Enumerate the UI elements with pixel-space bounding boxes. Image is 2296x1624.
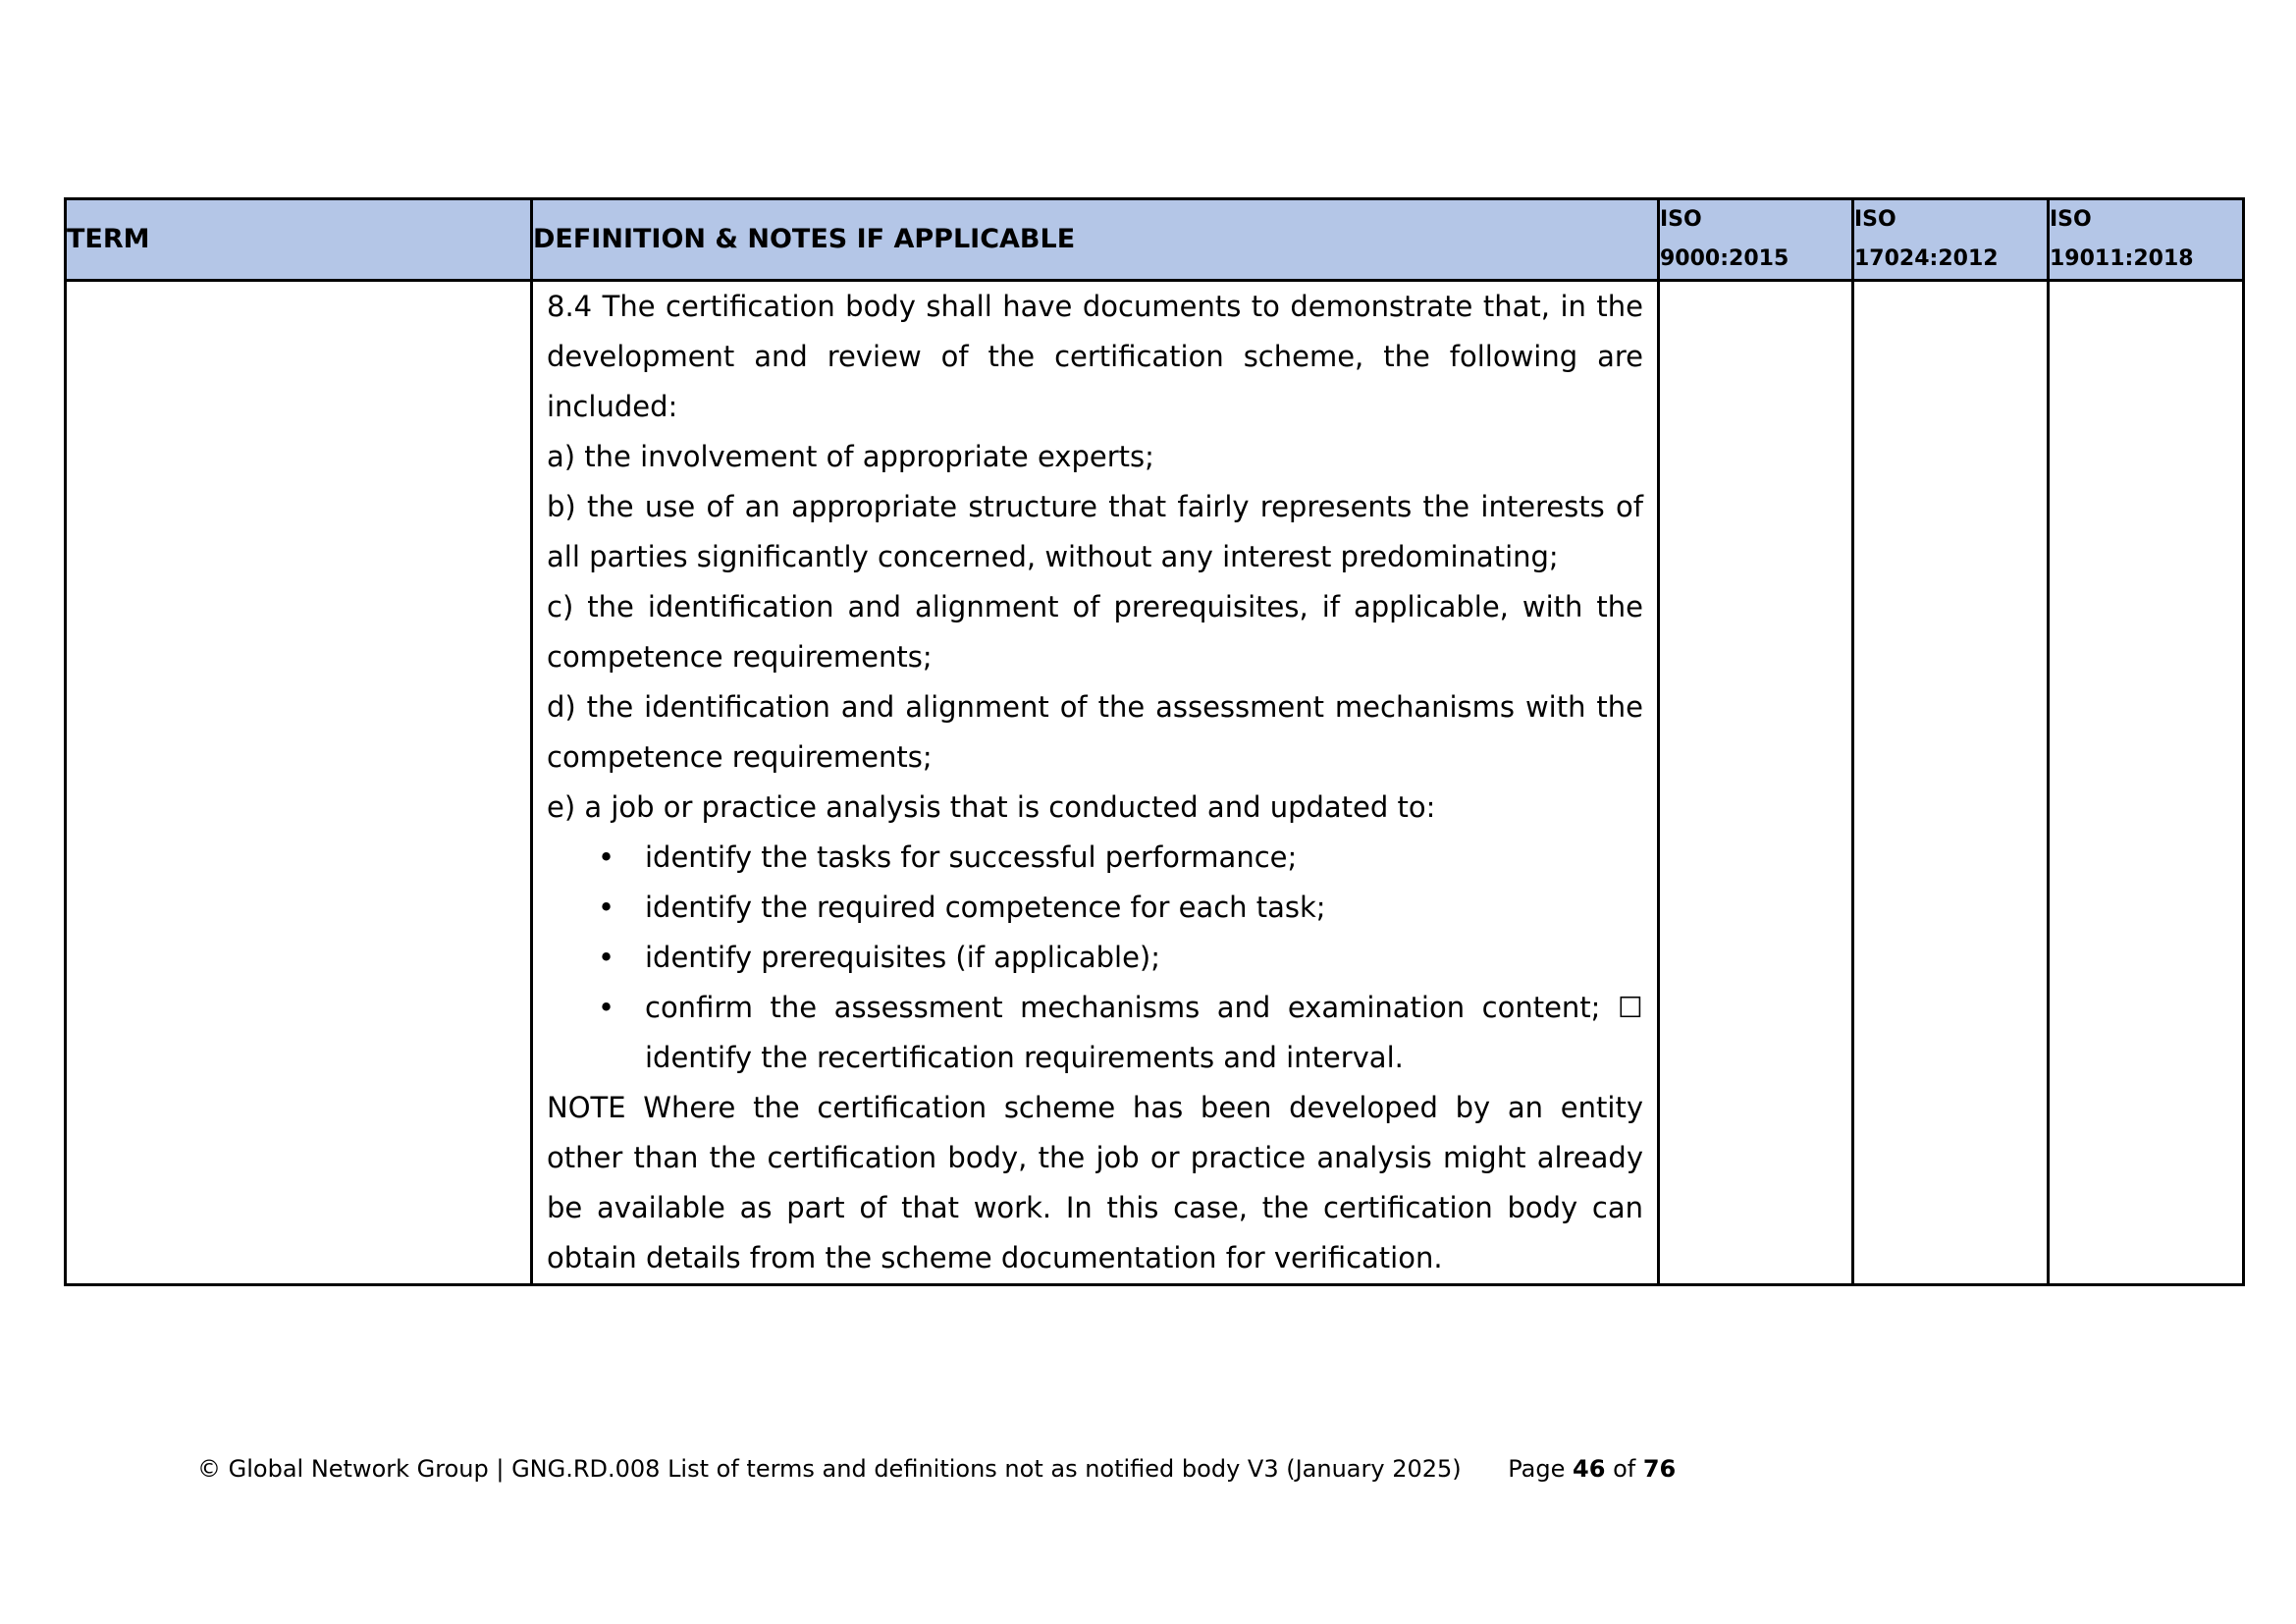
bullet-icon: •	[598, 891, 615, 924]
table-header-row	[66, 199, 2244, 281]
bullet-list	[547, 833, 1643, 1083]
header-iso-19011	[2049, 199, 2244, 281]
footer-page-current: 46	[1573, 1455, 1606, 1483]
iso-9000-cell	[1659, 281, 1853, 1285]
header-iso-9000-line2: 9000:2015	[1660, 246, 1789, 271]
definition-item-c: c) the identification and alignment of prerequisites, if applicable, with the competence requirements;	[547, 590, 1643, 674]
definition-note: NOTE Where the certification scheme has been developed by an entity other than the certification body, the job or practice analysis might already be available as part of that work. In this case, the certification body can obtain details from the scheme documentation for verification.	[547, 1091, 1643, 1274]
bullet-icon: •	[598, 941, 615, 974]
header-iso-19011-line2: 19011:2018	[2050, 246, 2194, 271]
definition-cell	[532, 281, 1659, 1285]
header-definition: DEFINITION & NOTES IF APPLICABLE	[532, 199, 1659, 281]
list-item	[598, 833, 1643, 883]
bullet-icon: •	[598, 991, 615, 1024]
header-iso-17024-line2: 17024:2012	[1854, 246, 1999, 271]
terms-table	[64, 197, 2245, 1286]
list-item	[598, 933, 1643, 983]
footer-copyright: © Global Network Group | GNG.RD.008 List of terms and definitions not as notified body V3 (January 2025)	[197, 1455, 1462, 1483]
iso-19011-cell	[2049, 281, 2244, 1285]
header-iso-9000-line1: ISO	[1660, 207, 1702, 232]
header-iso-19011-line1: ISO	[2050, 207, 2092, 232]
list-item	[598, 883, 1643, 933]
bullet-text: identify prerequisites (if applicable);	[645, 941, 1161, 974]
header-iso-17024	[1853, 199, 2049, 281]
bullet-text: identify the tasks for successful performance;	[645, 840, 1298, 874]
header-iso-17024-line1: ISO	[1854, 207, 1896, 232]
bullet-icon: •	[598, 840, 615, 874]
footer-page-of: of	[1613, 1455, 1636, 1483]
terms-table-wrapper	[64, 197, 2242, 1286]
bullet-text: confirm the assessment mechanisms and examination content; ☐ identify the recertification requirements and interval.	[645, 991, 1643, 1074]
iso-17024-cell	[1853, 281, 2049, 1285]
term-cell	[66, 281, 532, 1285]
footer-page-word: Page	[1508, 1455, 1566, 1483]
header-iso-9000	[1659, 199, 1853, 281]
definition-intro: 8.4 The certification body shall have documents to demonstrate that, in the development and review of the certification scheme, the following are included:	[547, 290, 1643, 423]
bullet-text: identify the required competence for each task;	[645, 891, 1326, 924]
definition-item-a: a) the involvement of appropriate experts;	[547, 440, 1154, 473]
definition-item-e: e) a job or practice analysis that is conducted and updated to:	[547, 790, 1436, 824]
header-term: TERM	[66, 199, 532, 281]
table-row	[66, 281, 2244, 1285]
page-footer	[197, 1455, 1676, 1483]
list-item	[598, 983, 1643, 1083]
definition-item-d: d) the identification and alignment of the assessment mechanisms with the competence requirements;	[547, 690, 1643, 774]
footer-page-total: 76	[1642, 1455, 1677, 1483]
definition-item-b: b) the use of an appropriate structure that fairly represents the interests of all parties significantly concerned, without any interest predominating;	[547, 490, 1643, 573]
